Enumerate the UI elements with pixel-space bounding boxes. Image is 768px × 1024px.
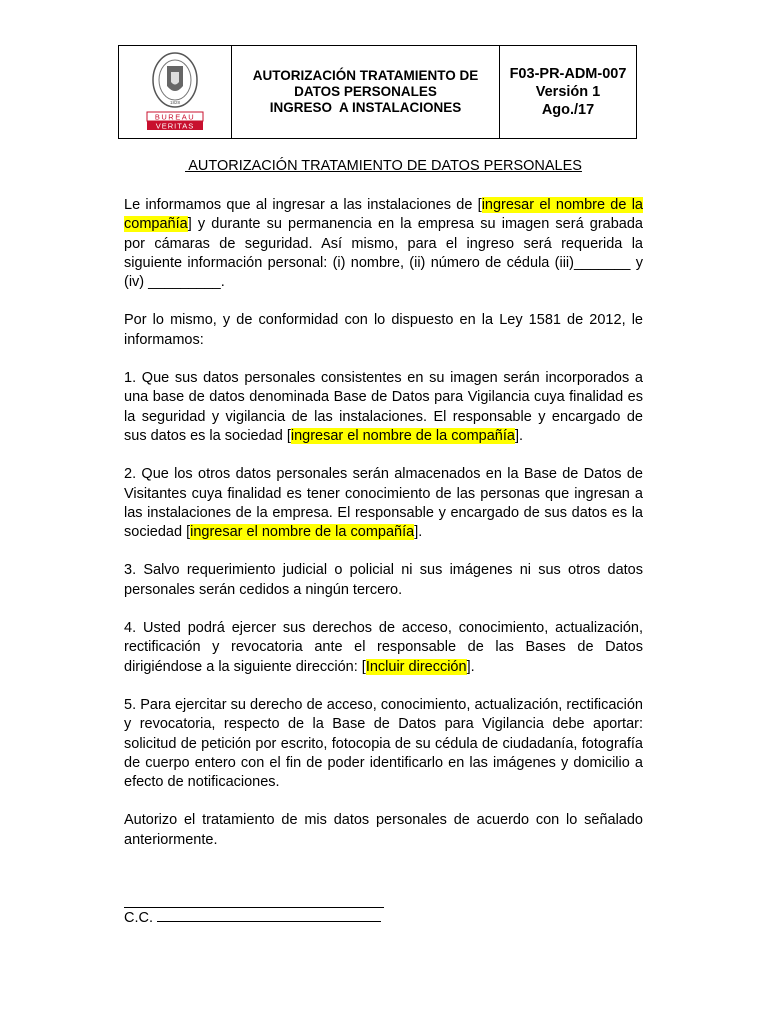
authorization-paragraph: Autorizo el tratamiento de mis datos personales de acuerdo con lo señalado anteriormente. bbox=[124, 812, 643, 848]
header-title-line-1: AUTORIZACIÓN TRATAMIENTO DE bbox=[252, 68, 479, 83]
header-title-line-3: INGRESO A INSTALACIONES bbox=[269, 100, 462, 115]
header-code-block bbox=[500, 46, 636, 138]
document-date: Ago./17 bbox=[541, 102, 595, 118]
svg-text:1828: 1828 bbox=[169, 100, 181, 105]
intro-paragraph: Le informamos que al ingresar a las instalaciones de [ingresar el nombre de la compañía] y durante su permanencia en la empresa su imagen será grabada por cámaras de seguridad. Así mismo, para el ingreso será requerida la siguiente información personal: (i) nombre, (ii) número de cédula (iii)_______ y (iv) _________. bbox=[124, 197, 643, 291]
company-name-placeholder: ingresar el nombre de la compañía bbox=[190, 524, 415, 541]
document-title: AUTORIZACIÓN TRATAMIENTO DE DATOS PERSONALES bbox=[185, 158, 582, 174]
document-header bbox=[118, 45, 637, 139]
document-version: Versión 1 bbox=[535, 84, 601, 100]
document-code: F03-PR-ADM-007 bbox=[509, 66, 627, 82]
item-2-paragraph: 2. Que los otros datos personales serán almacenados en la Base de Datos de Visitantes cuya finalidad es tener conocimiento de las personas que ingresan a las instalaciones de la empresa. El responsable y encargado de sus datos es la sociedad [ingresar el nombre de la compañía]. bbox=[124, 466, 643, 541]
header-title bbox=[232, 46, 500, 138]
cc-label: C.C. bbox=[124, 910, 158, 926]
conformity-paragraph: Por lo mismo, y de conformidad con lo dispuesto en la Ley 1581 de 2012, le informamos: bbox=[124, 312, 643, 348]
logo-word-bureau: BUREAU bbox=[154, 112, 196, 122]
cc-field bbox=[124, 910, 381, 926]
header-title-line-2: DATOS PERSONALES bbox=[294, 84, 437, 99]
item-4-paragraph: 4. Usted podrá ejercer sus derechos de acceso, conocimiento, actualización, rectificación y revocatoria ante el responsable de las Bases de Datos dirigiéndose a la siguiente dirección: [Incluir dirección]. bbox=[124, 620, 643, 675]
bureau-veritas-logo-icon bbox=[145, 52, 205, 132]
company-logo bbox=[119, 46, 232, 138]
company-name-placeholder: ingresar el nombre de la compañía bbox=[290, 427, 515, 444]
address-placeholder: Incluir dirección bbox=[365, 658, 467, 675]
document-body bbox=[124, 196, 643, 869]
item-1-paragraph: 1. Que sus datos personales consistentes en su imagen serán incorporados a una base de datos denominada Base de Datos para Vigilancia cuya finalidad es la seguridad y vigilancia de las instalaciones. El responsable y encargado de sus datos es la sociedad [ingresar el nombre de la compañía]. bbox=[124, 370, 643, 444]
company-name-placeholder: ingresar el nombre de la compañía bbox=[124, 197, 643, 233]
cc-line bbox=[157, 920, 381, 922]
item-5-paragraph: 5. Para ejercitar su derecho de acceso, conocimiento, actualización, rectificación y revocatoria, respecto de la Base de Datos para Vigilancia debe aportar: solicitud de petición por escrito, fotocopia de su cédula de ciudadanía, fotografía de cuerpo entero con el fin de poder identificarlo en las imágenes y domicilio a efecto de notificaciones. bbox=[124, 696, 643, 791]
logo-word-veritas: VERITAS bbox=[155, 121, 195, 131]
item-3-paragraph: 3. Salvo requerimiento judicial o policial ni sus imágenes ni sus otros datos personales serán cedidos a ningún tercero. bbox=[124, 562, 643, 598]
